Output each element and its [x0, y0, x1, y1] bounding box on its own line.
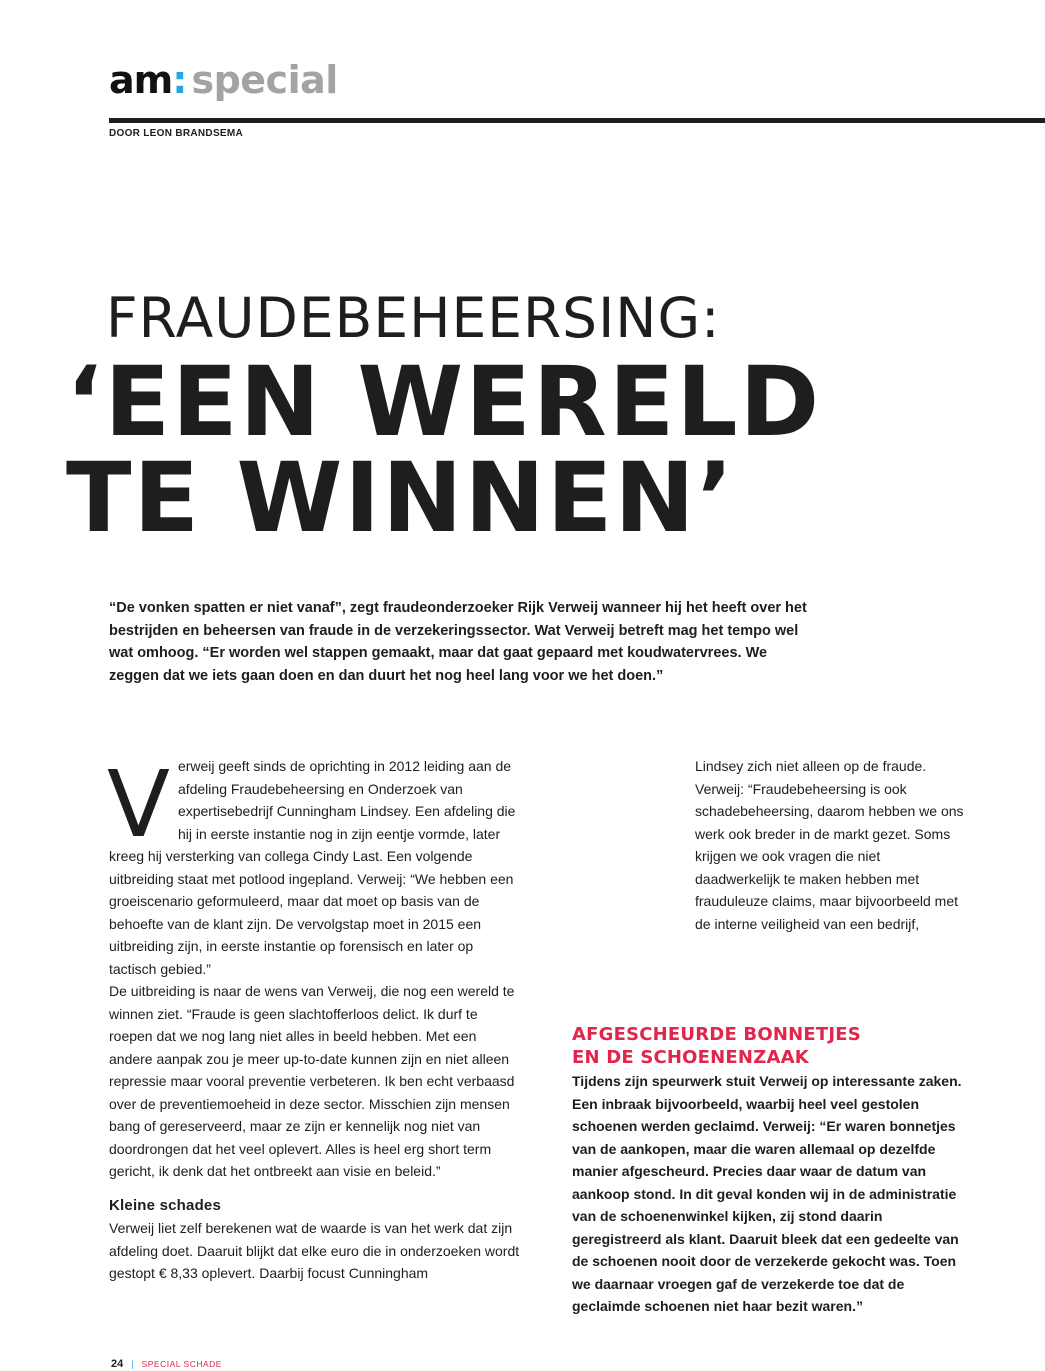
logo-special: special	[191, 58, 338, 102]
title-kicker: FRAUDEBEHEERSING:	[106, 286, 721, 350]
author-byline: DOOR LEON BRANDSEMA	[109, 128, 244, 139]
drop-cap: V	[107, 751, 170, 858]
sidebar-title: AFGESCHEURDE BONNETJES EN DE SCHOENENZAAK	[572, 1024, 861, 1068]
section-name: SPECIAL SCHADE	[141, 1359, 222, 1369]
body-paragraph-4: Lindsey zich niet alleen op de fraude. Verweij: “Fraudebeheersing is ook schadebeheersing, daarom hebben we ons werk ook breder in de markt gezet. Soms krijgen we ook vragen die niet daadwerkelijk te maken hebben met frauduleuze claims, maar bijvoorbeeld met de interne veiligheid van een bedrijf,	[695, 758, 964, 932]
lead-paragraph: “De vonken spatten er niet vanaf”, zegt fraudeonderzoeker Rijk Verweij wanneer hij het heeft over het bestrijden en beheersen van fraude in de verzekeringssector. Wat Verweij betreft mag het tempo wel wat omhoog. “Er worden wel stappen gemaakt, maar dat gaat gepaard met koudwatervrees. We zeggen dat we iets gaan doen en dan duurt het nog heel lang voor we het doen.”	[109, 600, 807, 684]
body-column-right	[695, 755, 965, 935]
magazine-logo	[109, 58, 338, 104]
headline: ‘EEN WERELD TE WINNEN’	[66, 346, 822, 554]
subheading: Kleine schades	[109, 1196, 222, 1214]
logo-colon: :	[172, 58, 188, 102]
sidebar-text: Tijdens zijn speurwerk stuit Verweij op interessante zaken. Een inbraak bijvoorbeeld, waarbij heel veel gestolen schoenen werden geclaimd. Verweij: “Er waren bonnetjes van de aankopen, maar die waren allemaal op dezelfde manier afgescheurd. Precies daar waar de datum van aankoop stond. In dit geval konden wij in de administratie van de schoenenwinkel kijken, zij stond daarin geregistreerd als klant. Daaruit bleek dat een gedeelte van de schoenen nooit door de verzekerde gekocht was. Toen we daarnaar vroegen gaf de verzekerde toe dat de geclaimde schoenen niet haar bezit waren.”	[572, 1073, 962, 1314]
body-paragraph-2: De uitbreiding is naar de wens van Verweij, die nog een wereld te winnen ziet. “Fraude is geen slachtofferloos delict. Ik durf te roepen dat we nog lang niet alles in beeld hebben. Met een andere aanpak zou je meer up-to-date kunnen zijn en niet alleen repressie maar vooral preventie verbeteren. Ik ben echt verbaasd over de preventiemoeheid in deze sector. Misschien zijn mensen bang of gereserveerd, maar ze zijn er kennelijk nog niet van doordrongen dat het veel oplevert. Alles is heel erg short term gericht, ik denk dat het ontbreekt aan visie en beleid.”	[109, 983, 515, 1179]
page-number: 24	[111, 1358, 124, 1370]
header-rule	[109, 118, 1045, 123]
body-paragraph-3: Verweij liet zelf berekenen wat de waarde is van het werk dat zijn afdeling doet. Daaruit blijkt dat elke euro die in onderzoeken wordt gestopt € 8,33 oplevert. Daarbij focust Cunningham	[109, 1220, 520, 1281]
footer-separator: |	[131, 1359, 134, 1369]
body-paragraph-1: erweij geeft sinds de oprichting in 2012 leiding aan de afdeling Fraudebeheersing en Onderzoek van expertisebedrijf Cunningham Lindsey. Een afdeling die hij in eerste instantie nog in zijn eentje vormde, later kreeg hij versterking van collega Cindy Last. Een volgende uitbreiding staat met potlood ingepland. Verweij: “We hebben een groeiscenario geformuleerd, maar dat moet op basis van de behoefte van de klant zijn. De vervolgstap moet in 2015 een uitbreiding zijn, in eerste instantie op forensisch en later op tactisch gebied.”	[109, 758, 516, 977]
logo-am: am	[109, 58, 173, 102]
body-column-left	[107, 751, 521, 1285]
page-footer	[111, 1358, 222, 1370]
